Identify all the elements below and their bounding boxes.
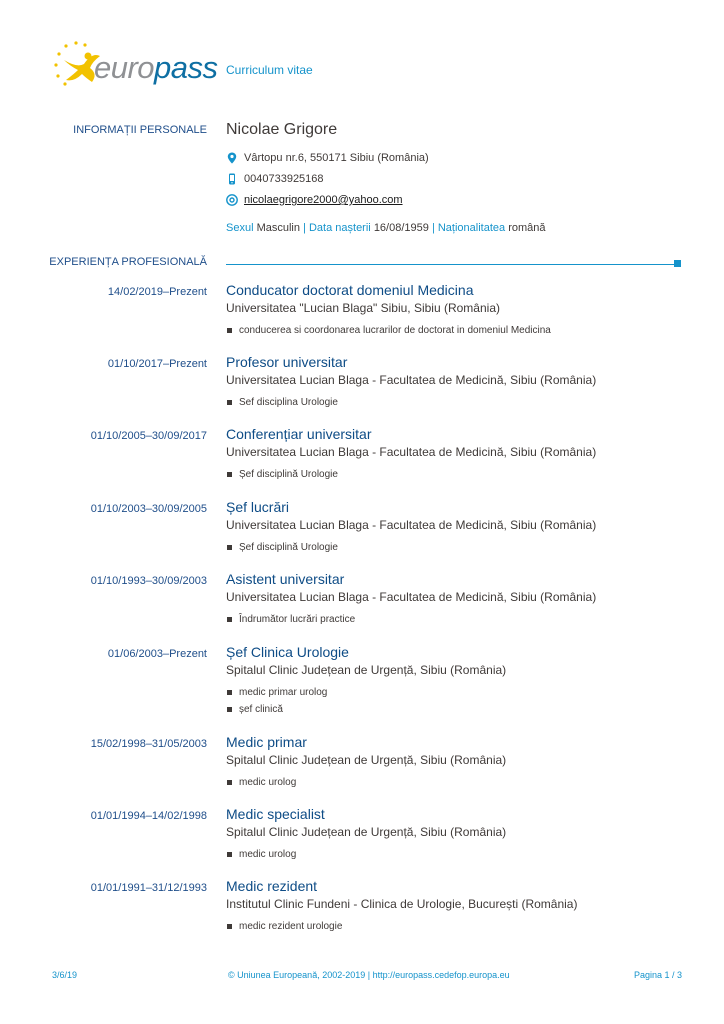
bullet-square-icon [227,924,232,929]
experience-bullets [226,611,355,628]
footer-date: 3/6/19 [52,970,78,980]
separator: | [431,222,435,234]
experience-bullet [226,611,355,628]
experience-bullet-text: șef clinică [239,703,283,715]
separator: | [303,222,306,234]
experience-employer: Universitatea Lucian Blaga - Facultatea de Medicină, Sibiu (România) [226,445,597,459]
experience-date: 01/10/2005–30/09/2017 [90,430,207,442]
phone-text: 0040733925168 [244,173,324,185]
experience-title: Șef lucrări [226,499,290,515]
nationality-label: Naționalitatea [437,222,506,234]
bullet-square-icon [227,617,232,622]
europass-logo [52,38,222,98]
experience-bullets [226,918,342,935]
experience-bullet-text: medic rezident urologie [239,920,343,932]
experience-bullets [226,322,551,339]
birth-date-value: 16/08/1959 [373,222,429,234]
birth-date-label: Data nașterii [308,222,371,234]
sex-label: Sexul [226,222,254,234]
email-at-icon [226,194,238,206]
phone-row [226,173,324,185]
experience-bullet-text: Sef disciplina Urologie [239,396,338,408]
bullet-square-icon [227,328,232,333]
section-divider-end-marker [674,260,681,267]
bullet-square-icon [227,780,232,785]
experience-title: Profesor universitar [226,354,348,370]
experience-date: 14/02/2019–Prezent [107,286,207,298]
experience-bullet-text: medic urolog [239,776,297,788]
europass-wordmark: europass [94,50,218,85]
mobile-phone-icon [226,173,238,185]
experience-date: 01/06/2003–Prezent [107,648,207,660]
experience-title: Medic specialist [226,806,325,822]
experience-bullets [226,774,296,791]
experience-title: Conferențiar universitar [226,426,372,442]
nationality-value: română [508,222,546,234]
experience-employer: Institutul Clinic Fundeni - Clinica de Urologie, București (România) [226,897,578,911]
experience-bullets [226,394,338,411]
experience-employer: Spitalul Clinic Județean de Urgență, Sibiu (România) [226,663,507,677]
bullet-square-icon [227,545,232,550]
experience-title: Medic rezident [226,878,318,894]
experience-bullet-text: Îndrumător lucrări practice [239,613,356,625]
experience-title: Medic primar [226,734,307,750]
email-link[interactable]: nicolaegrigore2000@yahoo.com [244,194,403,206]
address-text: Vârtopu nr.6, 550171 Sibiu (România) [244,152,429,164]
experience-bullet [226,394,338,411]
experience-bullet-text: medic primar urolog [239,686,328,698]
personal-info-section-label: INFORMAȚII PERSONALE [73,124,207,136]
location-pin-icon [226,152,238,164]
address-row [226,152,429,164]
person-name: Nicolae Grigore [226,121,338,138]
experience-title: Șef Clinica Urologie [226,644,349,660]
bullet-square-icon [227,472,232,477]
experience-bullet [226,322,551,339]
experience-employer: Universitatea Lucian Blaga - Facultatea de Medicină, Sibiu (România) [226,590,597,604]
experience-date: 01/10/2017–Prezent [107,358,207,370]
experience-section-label: EXPERIENȚA PROFESIONALĂ [49,256,207,268]
experience-bullets [226,539,338,556]
experience-employer: Universitatea Lucian Blaga - Facultatea de Medicină, Sibiu (România) [226,518,597,532]
experience-bullet [226,774,296,791]
bullet-square-icon [227,400,232,405]
experience-bullet-text: conducerea si coordonarea lucrarilor de doctorat in domeniul Medicina [239,324,551,336]
experience-employer: Spitalul Clinic Județean de Urgență, Sibiu (România) [226,825,507,839]
personal-details-line [226,222,546,234]
experience-bullet [226,539,338,556]
experience-employer: Universitatea Lucian Blaga - Facultatea de Medicină, Sibiu (România) [226,373,597,387]
email-row [226,194,403,206]
experience-date: 01/01/1991–31/12/1993 [90,882,207,894]
experience-employer: Spitalul Clinic Județean de Urgență, Sibiu (România) [226,753,507,767]
document-title: Curriculum vitae [226,63,313,77]
bullet-square-icon [227,690,232,695]
experience-date: 01/10/2003–30/09/2005 [90,503,207,515]
experience-bullet [226,684,327,701]
experience-bullet-text: Șef disciplină Urologie [239,468,338,480]
experience-employer: Universitatea "Lucian Blaga" Sibiu, Sibiu (România) [226,301,500,315]
experience-date: 01/10/1993–30/09/2003 [90,575,207,587]
experience-date: 15/02/1998–31/05/2003 [90,738,207,750]
experience-bullet [226,466,338,483]
experience-bullet-text: medic urolog [239,848,297,860]
experience-bullets [226,684,327,718]
experience-date: 01/01/1994–14/02/1998 [90,810,207,822]
sex-value: Masculin [256,222,300,234]
experience-title: Asistent universitar [226,571,345,587]
experience-bullet-text: Șef disciplină Urologie [239,541,338,553]
experience-bullet [226,701,327,718]
experience-bullets [226,846,296,863]
footer-page-number: Pagina 1 / 3 [633,970,682,980]
bullet-square-icon [227,707,232,712]
bullet-square-icon [227,852,232,857]
section-divider [226,264,678,265]
experience-bullets [226,466,338,483]
experience-title: Conducator doctorat domeniul Medicina [226,282,474,298]
footer-copyright[interactable]: © Uniunea Europeană, 2002-2019 | http://europass.cedefop.europa.eu [228,970,510,980]
experience-bullet [226,918,342,935]
experience-bullet [226,846,296,863]
